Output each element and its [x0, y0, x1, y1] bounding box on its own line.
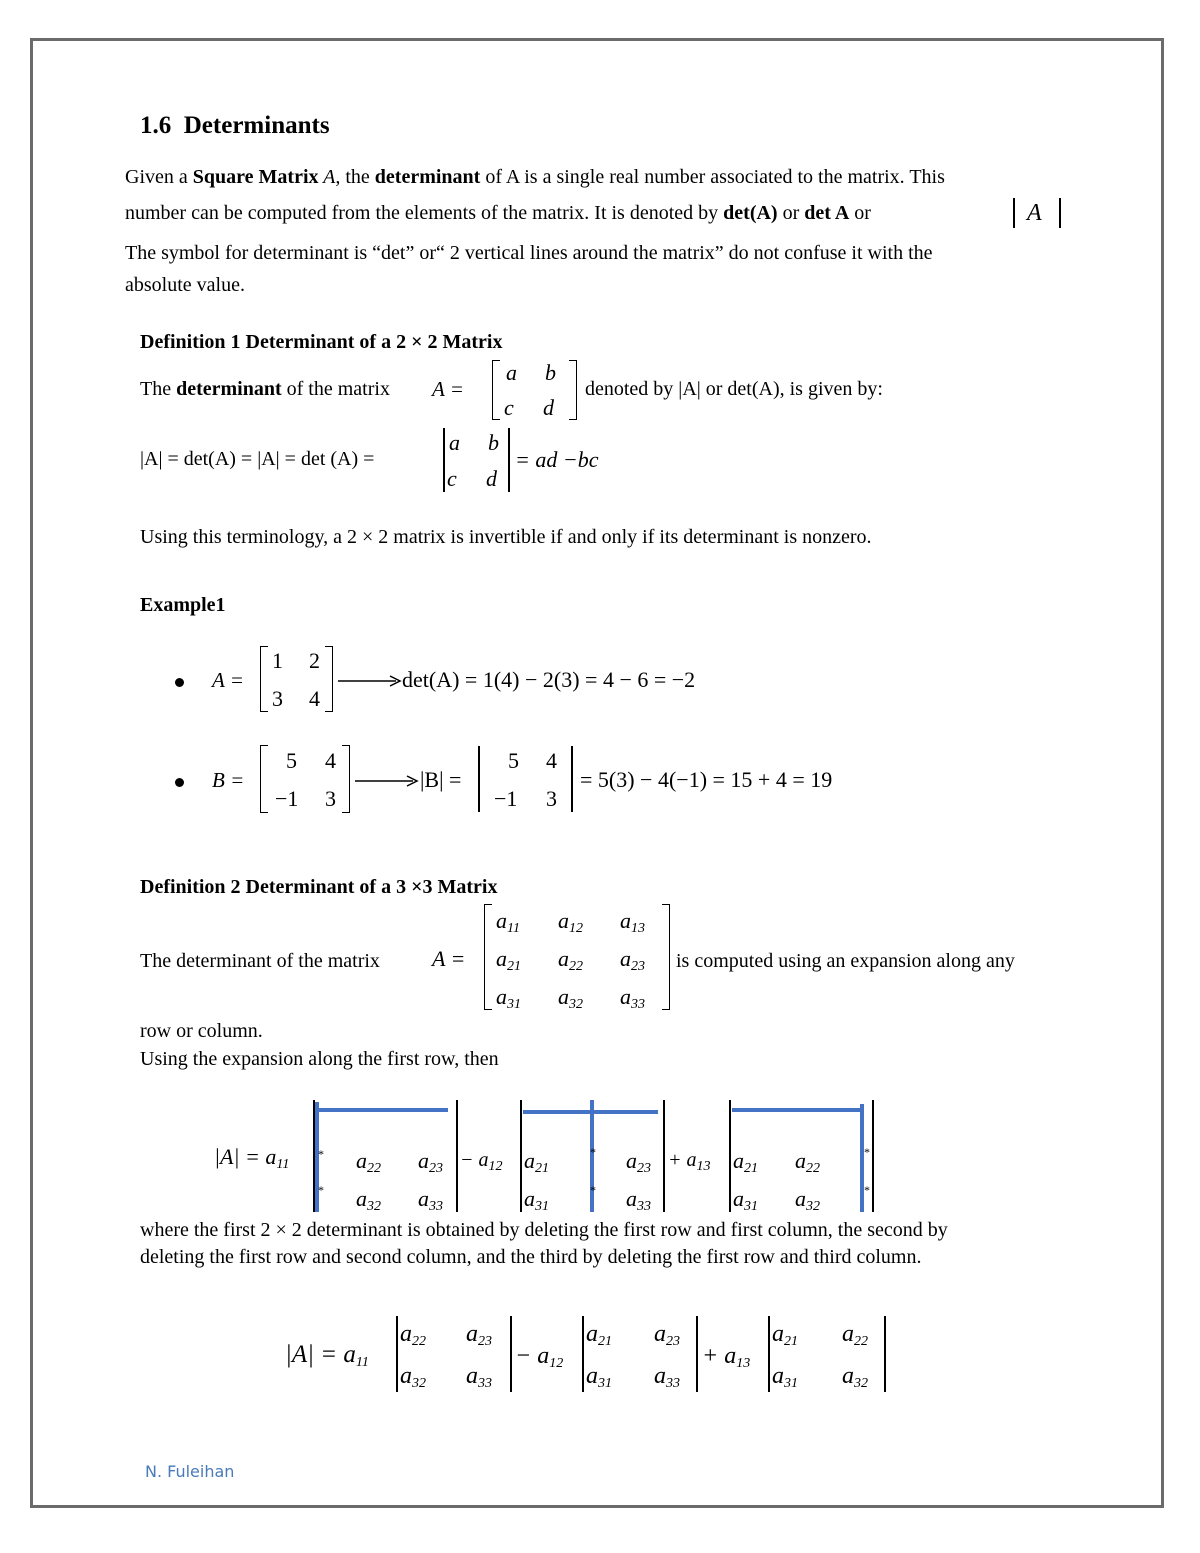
example-b-det-11: 5 — [508, 748, 519, 773]
def1-bracket-left — [492, 360, 500, 420]
example-a-result: det(A) = 1(4) − 2(3) = 4 − 6 = −2 — [402, 667, 696, 692]
bullet-b — [175, 778, 184, 787]
def1-entry-a: a — [506, 360, 517, 385]
def1-bracket-right — [569, 360, 577, 420]
def2-a23: $a_{23}$ — [620, 946, 645, 974]
final-minor1-bar-left — [396, 1316, 398, 1392]
intro-line-4: absolute value. — [125, 274, 245, 296]
abs-bar-left — [1013, 198, 1015, 228]
minor1-deleted-mark-1: * — [318, 1147, 324, 1161]
def2-line-3: Using the expansion along the first row, then — [140, 1048, 499, 1070]
example-b-det-12: 4 — [546, 748, 557, 773]
def1-formula-left: |A| = det(A) = |A| = det (A) = — [140, 448, 375, 470]
def2-a22: $a_{22}$ — [558, 946, 583, 974]
def2-a12: $a_{12}$ — [558, 908, 583, 936]
expansion-annotated-plus: + $a_{13}$ — [668, 1149, 711, 1174]
final-minor1-a22: $a_{22}$ — [400, 1321, 426, 1349]
def1-matrix-label: A = — [432, 377, 464, 401]
example-b-entry-11: 5 — [286, 748, 297, 773]
def2-a21: $a_{21}$ — [496, 946, 521, 974]
abs-symbol-a: A — [1027, 200, 1042, 226]
final-minor2-a33: $a_{33}$ — [654, 1363, 680, 1391]
section-heading: Determinants — [183, 112, 330, 139]
minor2-a31: $a_{31}$ — [524, 1186, 549, 1214]
example-a-bracket-right — [325, 646, 333, 712]
def2-line-1: The determinant of the matrix — [140, 950, 380, 972]
def2-a31: $a_{31}$ — [496, 984, 521, 1012]
example-b-entry-22: 3 — [325, 786, 336, 811]
final-minor1-a23: $a_{23}$ — [466, 1321, 492, 1349]
final-minor3-a21: $a_{21}$ — [772, 1321, 798, 1349]
minor2-deleted-mark-1: * — [590, 1145, 596, 1159]
example-b-entry-12: 4 — [325, 748, 336, 773]
definition-2-heading: Definition 2 Determinant of a 3 ×3 Matrix — [140, 876, 498, 898]
def1-entry-d: d — [543, 395, 554, 420]
def2-a11: $a_{11}$ — [496, 908, 520, 936]
example-b-bar-right — [571, 746, 573, 812]
def2-bracket-right — [662, 904, 670, 1010]
expansion-annotated-minus: − $a_{12}$ — [460, 1149, 503, 1174]
minor1-deleted-mark-2: * — [318, 1183, 324, 1197]
example-b-result: = 5(3) − 4(−1) = 15 + 4 = 19 — [580, 767, 833, 792]
example-b-entry-21: −1 — [275, 786, 299, 811]
example-a-label: A = — [212, 668, 244, 692]
minor2-a23: $a_{23}$ — [626, 1148, 651, 1176]
def1-det-a: a — [449, 430, 460, 455]
def1-invertible-note: Using this terminology, a 2 × 2 matrix is invertible if and only if its determinant is nonzero. — [140, 526, 872, 548]
example-a-entry-22: 4 — [309, 686, 320, 711]
example-a-entry-21: 3 — [272, 686, 283, 711]
final-expansion-lhs: $|A| = a_{11}$ — [285, 1341, 369, 1370]
intro-line-1: Given a Square Matrix A, the determinant of A is a single real number associated to the matrix. This — [125, 166, 945, 188]
example-b-det-symbol: |B| = — [420, 767, 462, 792]
minor2-deleted-mark-2: * — [590, 1183, 596, 1197]
example-a-entry-11: 1 — [272, 648, 283, 673]
definition-1-line: The determinant of the matrix — [140, 378, 390, 400]
def1-formula-result: = ad −bc — [515, 447, 599, 472]
minor1-bar-right — [456, 1100, 458, 1212]
example-b-arrow — [355, 774, 419, 788]
final-expansion-minus: − $a_{12}$ — [515, 1343, 564, 1371]
def2-a13: $a_{13}$ — [620, 908, 645, 936]
final-minor3-a31: $a_{31}$ — [772, 1363, 798, 1391]
def1-det-b: b — [488, 430, 499, 455]
intro-line-2: number can be computed from the elements of the matrix. It is denoted by det(A) or det A or — [125, 202, 871, 224]
example-b-bracket-left — [260, 745, 268, 813]
final-minor2-a23: $a_{23}$ — [654, 1321, 680, 1349]
example-b-det-21: −1 — [494, 786, 518, 811]
minor3-bar-left — [729, 1100, 731, 1212]
minor1-a23: $a_{23}$ — [418, 1148, 443, 1176]
minor1-row-strike — [316, 1108, 448, 1112]
minor3-a22: $a_{22}$ — [795, 1148, 820, 1176]
final-minor2-a21: $a_{21}$ — [586, 1321, 612, 1349]
def2-explain-line-2: deleting the first row and second column, and the third by deleting the first row and third column. — [140, 1246, 922, 1268]
def2-line-2: row or column. — [140, 1020, 263, 1042]
minor1-a22: $a_{22}$ — [356, 1148, 381, 1176]
final-minor1-bar-right — [510, 1316, 512, 1392]
intro-line-3: The symbol for determinant is “det” or“ 2 vertical lines around the matrix” do not confuse it with the — [125, 242, 933, 264]
def2-matrix-label: A = — [432, 946, 466, 971]
def1-denoted-text: denoted by |A| or det(A), is given by: — [585, 378, 883, 400]
minor3-a31: $a_{31}$ — [733, 1186, 758, 1214]
def1-det-c: c — [447, 466, 457, 491]
def2-a32: $a_{32}$ — [558, 984, 583, 1012]
final-minor1-a32: $a_{32}$ — [400, 1363, 426, 1391]
final-minor2-a31: $a_{31}$ — [586, 1363, 612, 1391]
abs-bar-right — [1059, 198, 1061, 228]
final-minor1-a33: $a_{33}$ — [466, 1363, 492, 1391]
final-minor2-bar-left — [582, 1316, 584, 1392]
final-minor3-bar-right — [884, 1316, 886, 1392]
minor3-row-strike — [732, 1108, 864, 1112]
def2-a33: $a_{33}$ — [620, 984, 645, 1012]
example-a-arrow — [338, 674, 402, 688]
example-1-heading: Example1 — [140, 594, 226, 616]
example-a-bracket-left — [260, 646, 268, 712]
def2-bracket-left — [484, 904, 492, 1010]
minor3-deleted-mark-1: * — [864, 1145, 870, 1159]
section-number: 1.6 — [140, 112, 172, 139]
minor1-a32: $a_{32}$ — [356, 1186, 381, 1214]
def1-entry-b: b — [545, 360, 556, 385]
final-minor3-a32: $a_{32}$ — [842, 1363, 868, 1391]
minor2-bar-left — [520, 1100, 522, 1212]
def1-det-bar-right — [508, 428, 510, 492]
minor3-a32: $a_{32}$ — [795, 1186, 820, 1214]
def1-entry-c: c — [504, 395, 514, 420]
bullet-a — [175, 678, 184, 687]
def1-det-d: d — [486, 466, 497, 491]
minor2-a33: $a_{33}$ — [626, 1186, 651, 1214]
final-minor2-bar-right — [696, 1316, 698, 1392]
minor2-bar-right — [663, 1100, 665, 1212]
def1-det-bar-left — [443, 428, 445, 492]
section-title — [140, 112, 330, 140]
example-b-bar-left — [478, 746, 480, 812]
final-minor3-bar-left — [768, 1316, 770, 1392]
def2-line-1-continued: is computed using an expansion along any — [676, 950, 1015, 972]
minor1-a33: $a_{33}$ — [418, 1186, 443, 1214]
minor3-a21: $a_{21}$ — [733, 1148, 758, 1176]
minor3-deleted-mark-2: * — [864, 1183, 870, 1197]
example-a-entry-12: 2 — [309, 648, 320, 673]
definition-1-heading: Definition 1 Determinant of a 2 × 2 Matrix — [140, 331, 503, 353]
def2-explain-line-1: where the first 2 × 2 determinant is obtained by deleting the first row and first column, the second by — [140, 1219, 948, 1241]
minor2-a21: $a_{21}$ — [524, 1148, 549, 1176]
example-b-det-22: 3 — [546, 786, 557, 811]
expansion-annotated-lhs: $|A| = a_{11}$ — [214, 1144, 290, 1172]
final-expansion-plus: + $a_{13}$ — [702, 1343, 751, 1371]
example-b-label: B = — [212, 768, 245, 792]
minor3-bar-right — [872, 1100, 874, 1212]
footer-author: N. Fuleihan — [145, 1462, 235, 1481]
final-minor3-a22: $a_{22}$ — [842, 1321, 868, 1349]
example-b-bracket-right — [342, 745, 350, 813]
